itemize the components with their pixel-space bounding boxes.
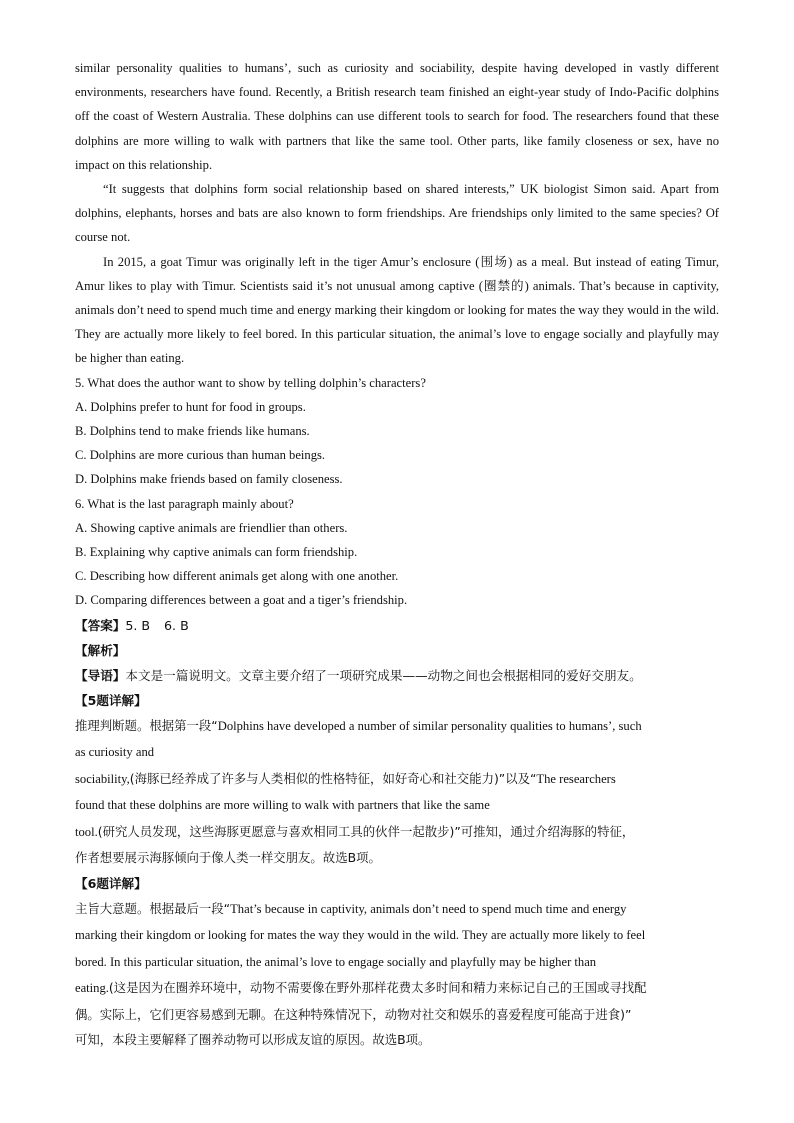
analysis-label: 【解析】 xyxy=(75,642,126,658)
passage-paragraph-1: similar personality qualities to humans’, such as curiosity and sociability, despite having developed in vastly different environments, researchers have found. Recently, a British research team finished an eight-year study of Indo-Pacific dolphins off the coast of Western Australia. These dolphins can use different tools to search for food. The researchers found that these dolphins are more willing to walk with partners that like the same tool. Other parts, like family closeness or sex, have no impact on this relationship. xyxy=(75,61,719,172)
detail-6-translation: (这是因为在圈养环境中，动物不需要像在野外那样花费太多时间和精力来标记自己的王国或寻找配 xyxy=(108,980,647,996)
detail-5-line-2 xyxy=(75,739,719,766)
detail-6-line-1 xyxy=(75,896,719,923)
detail-5-label: 【5题详解】 xyxy=(75,692,147,708)
detail-6-quote: marking their kingdom or looking for mates the way they would in the wild. They are actually more likely to feel xyxy=(75,928,646,943)
answer-5: 5. B xyxy=(125,617,151,633)
detail-5-line-4 xyxy=(75,792,719,819)
detail-5-quote: The researchers xyxy=(536,771,616,786)
detail-5-line-5 xyxy=(75,819,719,846)
detail-6-quote: eating. xyxy=(75,981,109,996)
intro-text: 本文是一篇说明文。文章主要介绍了一项研究成果——动物之间也会根据相同的爱好交朋友。 xyxy=(125,667,642,683)
detail-5-quote: Dolphins have developed a number of similar personality qualities to humans’, such xyxy=(217,718,642,733)
detail-6-line-2 xyxy=(75,922,719,949)
question-6-option-b: B. Explaining why captive animals can form friendship. xyxy=(75,545,358,560)
question-6-option-c: C. Describing how different animals get along with one another. xyxy=(75,569,399,584)
question-6-option-d: D. Comparing differences between a goat and a tiger’s friendship. xyxy=(75,593,408,608)
detail-5-quote: tool. xyxy=(75,824,98,839)
question-5-stem: 5. What does the author want to show by telling dolphin’s characters? xyxy=(75,375,426,390)
detail-5-translation: (研究人员发现，这些海豚更愿意与喜欢相同工具的伙伴一起散步)”可推知，通过介绍海豚的特征， xyxy=(97,823,635,839)
question-5-option-b: B. Dolphins tend to make friends like humans. xyxy=(75,424,310,439)
detail-5-text: 推理判断题。根据第一段“ xyxy=(75,717,218,733)
detail-5-quote: as curiosity and xyxy=(75,745,155,760)
detail-6-quote: That’s because in captivity, animals don’t need to spend much time and energy xyxy=(230,901,627,916)
detail-6-label: 【6题详解】 xyxy=(75,875,147,891)
question-6-option-a: A. Showing captive animals are friendlier than others. xyxy=(75,520,348,535)
passage-paragraph-2: “It suggests that dolphins form social relationship based on shared interests,” UK biologist Simon said. Apart from dolphins, elephants, horses and bats are also known to form friendships. Are friendships only limited to the same species? Of course not. xyxy=(75,182,719,245)
detail-6-line-4 xyxy=(75,975,719,1002)
detail-6-line-6: 可知，本段主要解释了圈养动物可以形成友谊的原因。故选B项。 xyxy=(75,1032,431,1048)
analysis-heading xyxy=(75,638,719,663)
detail-6-quote: bored. In this particular situation, the animal’s love to engage socially and playfully may be higher than xyxy=(75,954,597,969)
detail-5-line-1 xyxy=(75,713,719,740)
detail-5-heading xyxy=(75,688,719,713)
detail-6-heading xyxy=(75,871,719,896)
intro-line xyxy=(75,663,719,688)
answer-6: 6. B xyxy=(164,617,189,633)
question-5-option-a: A. Dolphins prefer to hunt for food in groups. xyxy=(75,399,306,414)
answer-line xyxy=(75,613,719,638)
detail-5-quote: sociability, xyxy=(75,771,130,786)
question-6-stem: 6. What is the last paragraph mainly about? xyxy=(75,496,294,511)
detail-5-line-3 xyxy=(75,766,719,793)
passage-paragraph-3: In 2015, a goat Timur was originally left in the tiger Amur’s enclosure (围场) as a meal. But instead of eating Timur, Amur likes to play with Timur. Scientists said it’s not unusual among captive (圈禁的) animals. That’s because in captivity, animals don’t need to spend much time and energy marking their kingdom or looking for mates the way they would in the wild. They are actually more likely to feel bored. In this particular situation, the animal’s love to engage socially and playfully may be higher than eating. xyxy=(75,254,719,366)
detail-5-line-6: 作者想要展示海豚倾向于像人类一样交朋友。故选B项。 xyxy=(75,850,381,866)
question-5-option-d: D. Dolphins make friends based on family closeness. xyxy=(75,472,343,487)
question-5-option-c: C. Dolphins are more curious than human beings. xyxy=(75,448,326,463)
detail-6-line-3 xyxy=(75,949,719,976)
detail-5-quote: found that these dolphins are more willing to walk with partners that like the same xyxy=(75,798,490,813)
intro-label: 【导语】 xyxy=(75,667,126,683)
detail-6-line-5: 偶。实际上，它们更容易感到无聊。在这种特殊情况下，动物对社交和娱乐的喜爱程度可能高于进食)” xyxy=(75,1006,632,1022)
document-page xyxy=(75,56,719,1053)
detail-6-text: 主旨大意题。根据最后一段“ xyxy=(75,900,231,916)
detail-5-translation: (海豚已经养成了许多与人类相似的性格特征，如好奇心和社交能力)”以及“ xyxy=(129,770,537,786)
answer-label: 【答案】 xyxy=(75,617,126,633)
